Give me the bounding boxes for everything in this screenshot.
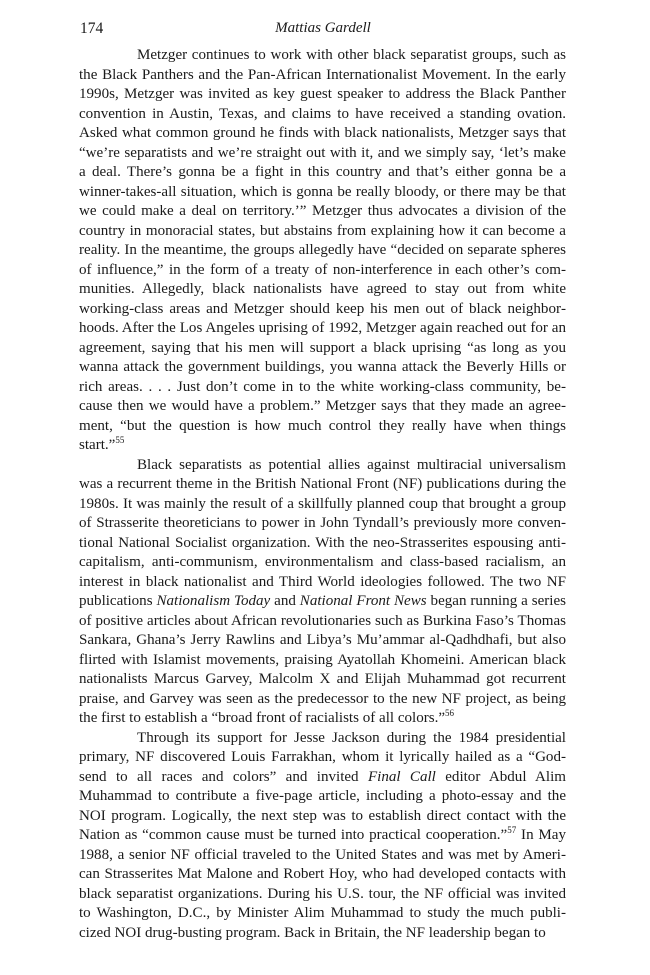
footnote-marker: 57 [507, 825, 517, 835]
running-head: Mattias Gardell [275, 20, 371, 36]
italic-title: Final Call [367, 768, 436, 785]
body-text [79, 46, 566, 943]
paragraph [79, 456, 566, 729]
text-run: editor Abdul Alim Muhammad to contribute a five-page article, including a photo-essay and the NOI program. Logically, the next step was to establish direct contact with the Nation as “common cause must be turned into practical cooperation.” [79, 768, 566, 843]
italic-title: National Front News [299, 593, 427, 609]
italic-title: Nationalism Today [156, 593, 271, 609]
page-header [80, 20, 566, 42]
text-run: Metzger continues to work with other black separatist groups, such as the Black Panthers and the Pan-African Internationalist Movement. In the early 1990s, Metzger was invited as key guest speaker to address the Black Panther convention in Austin, Texas, and claims to have received a standing ovation. Asked what common ground he finds with black nationalists, Metzger says that “we’re separatists and we’re straight out with it, and we simply say, ‘let’s make a deal. There’s gonna be a fight in this country and that’s either gonna be a winner-takes-all situation, which is gonna be really bloody, or there may be that we could make a deal on territory.’” Metzger thus advocates a division of the country in monoracial states, but abstains from explaining how it can become a reality. In the meantime, the groups allegedly have “decided on separate spheres of influence,” in the form of a treaty of non-interference in each other’s communities. Allegedly, black nationalists have agreed to stay out from white working-class areas and Metzger should keep his men out of black neighborhoods. After the Los Angeles uprising of 1992, Metzger again reached out for an agreement, saying that his men will support a black uprising “as long as you wanna attack the government buildings, you wanna attack the Beverly Hills or rich areas. . . . Just don’t come in to the white working-class community, because then we would have a problem.” Metzger says that they made an agreement, “but the question is how much control they really have when things start.” [79, 47, 566, 453]
paragraph [79, 729, 566, 944]
page-number: 174 [80, 20, 104, 37]
footnote-marker: 55 [115, 435, 125, 445]
text-run: In May 1988, a senior NF official traveled to the United States and was met by American Strasserites Mat Malone and Robert Hoy, who had developed contacts with black separatist organizations. During his U.S. tour, the NF official was invited to Washington, D.C., by Minister Alim Muhammad to study the much publicized NOI drug-busting program. Back in Britain, the NF leadership began to [79, 827, 566, 941]
text-run: began running a series of positive articles about African revolutionaries such as Burkina Faso’s Thomas Sankara, Ghana’s Jerry Rawlins and Libya’s Mu’ammar al-Qadhdhafi, but also flirted with Islamist movements, praising Ayatollah Khomeini. American black nationalists Marcus Garvey, Malcolm X and Elijah Muhammad got recurrent praise, and Garvey was seen as the predecessor to the new NF project, as being the first to establish a “broad front of racialists of all colors.” [79, 593, 566, 726]
text-run: Through its support for Jesse Jackson during the 1984 presidential primary, NF discovered Louis Farrakhan, whom it lyrically hailed as a “God-send to all races and colors” and invited [79, 729, 566, 785]
text-run: Black separatists as potential allies against multiracial universalism was a recurrent theme in the British National Front (NF) publications during the 1980s. It was mainly the result of a skillfully planned coup that brought a group of Strasserite theoreticians to power in John Tyndall’s previously more conventional National Socialist organization. With the neo-Strasserites espousing anti-capitalism, anti-communism, environmentalism and class-based racialism, an interest in black nationalist and Third World ideologies followed. The two NF publications [79, 456, 566, 609]
footnote-marker: 56 [445, 708, 455, 718]
paragraph [79, 46, 566, 456]
text-run: and [270, 593, 300, 609]
